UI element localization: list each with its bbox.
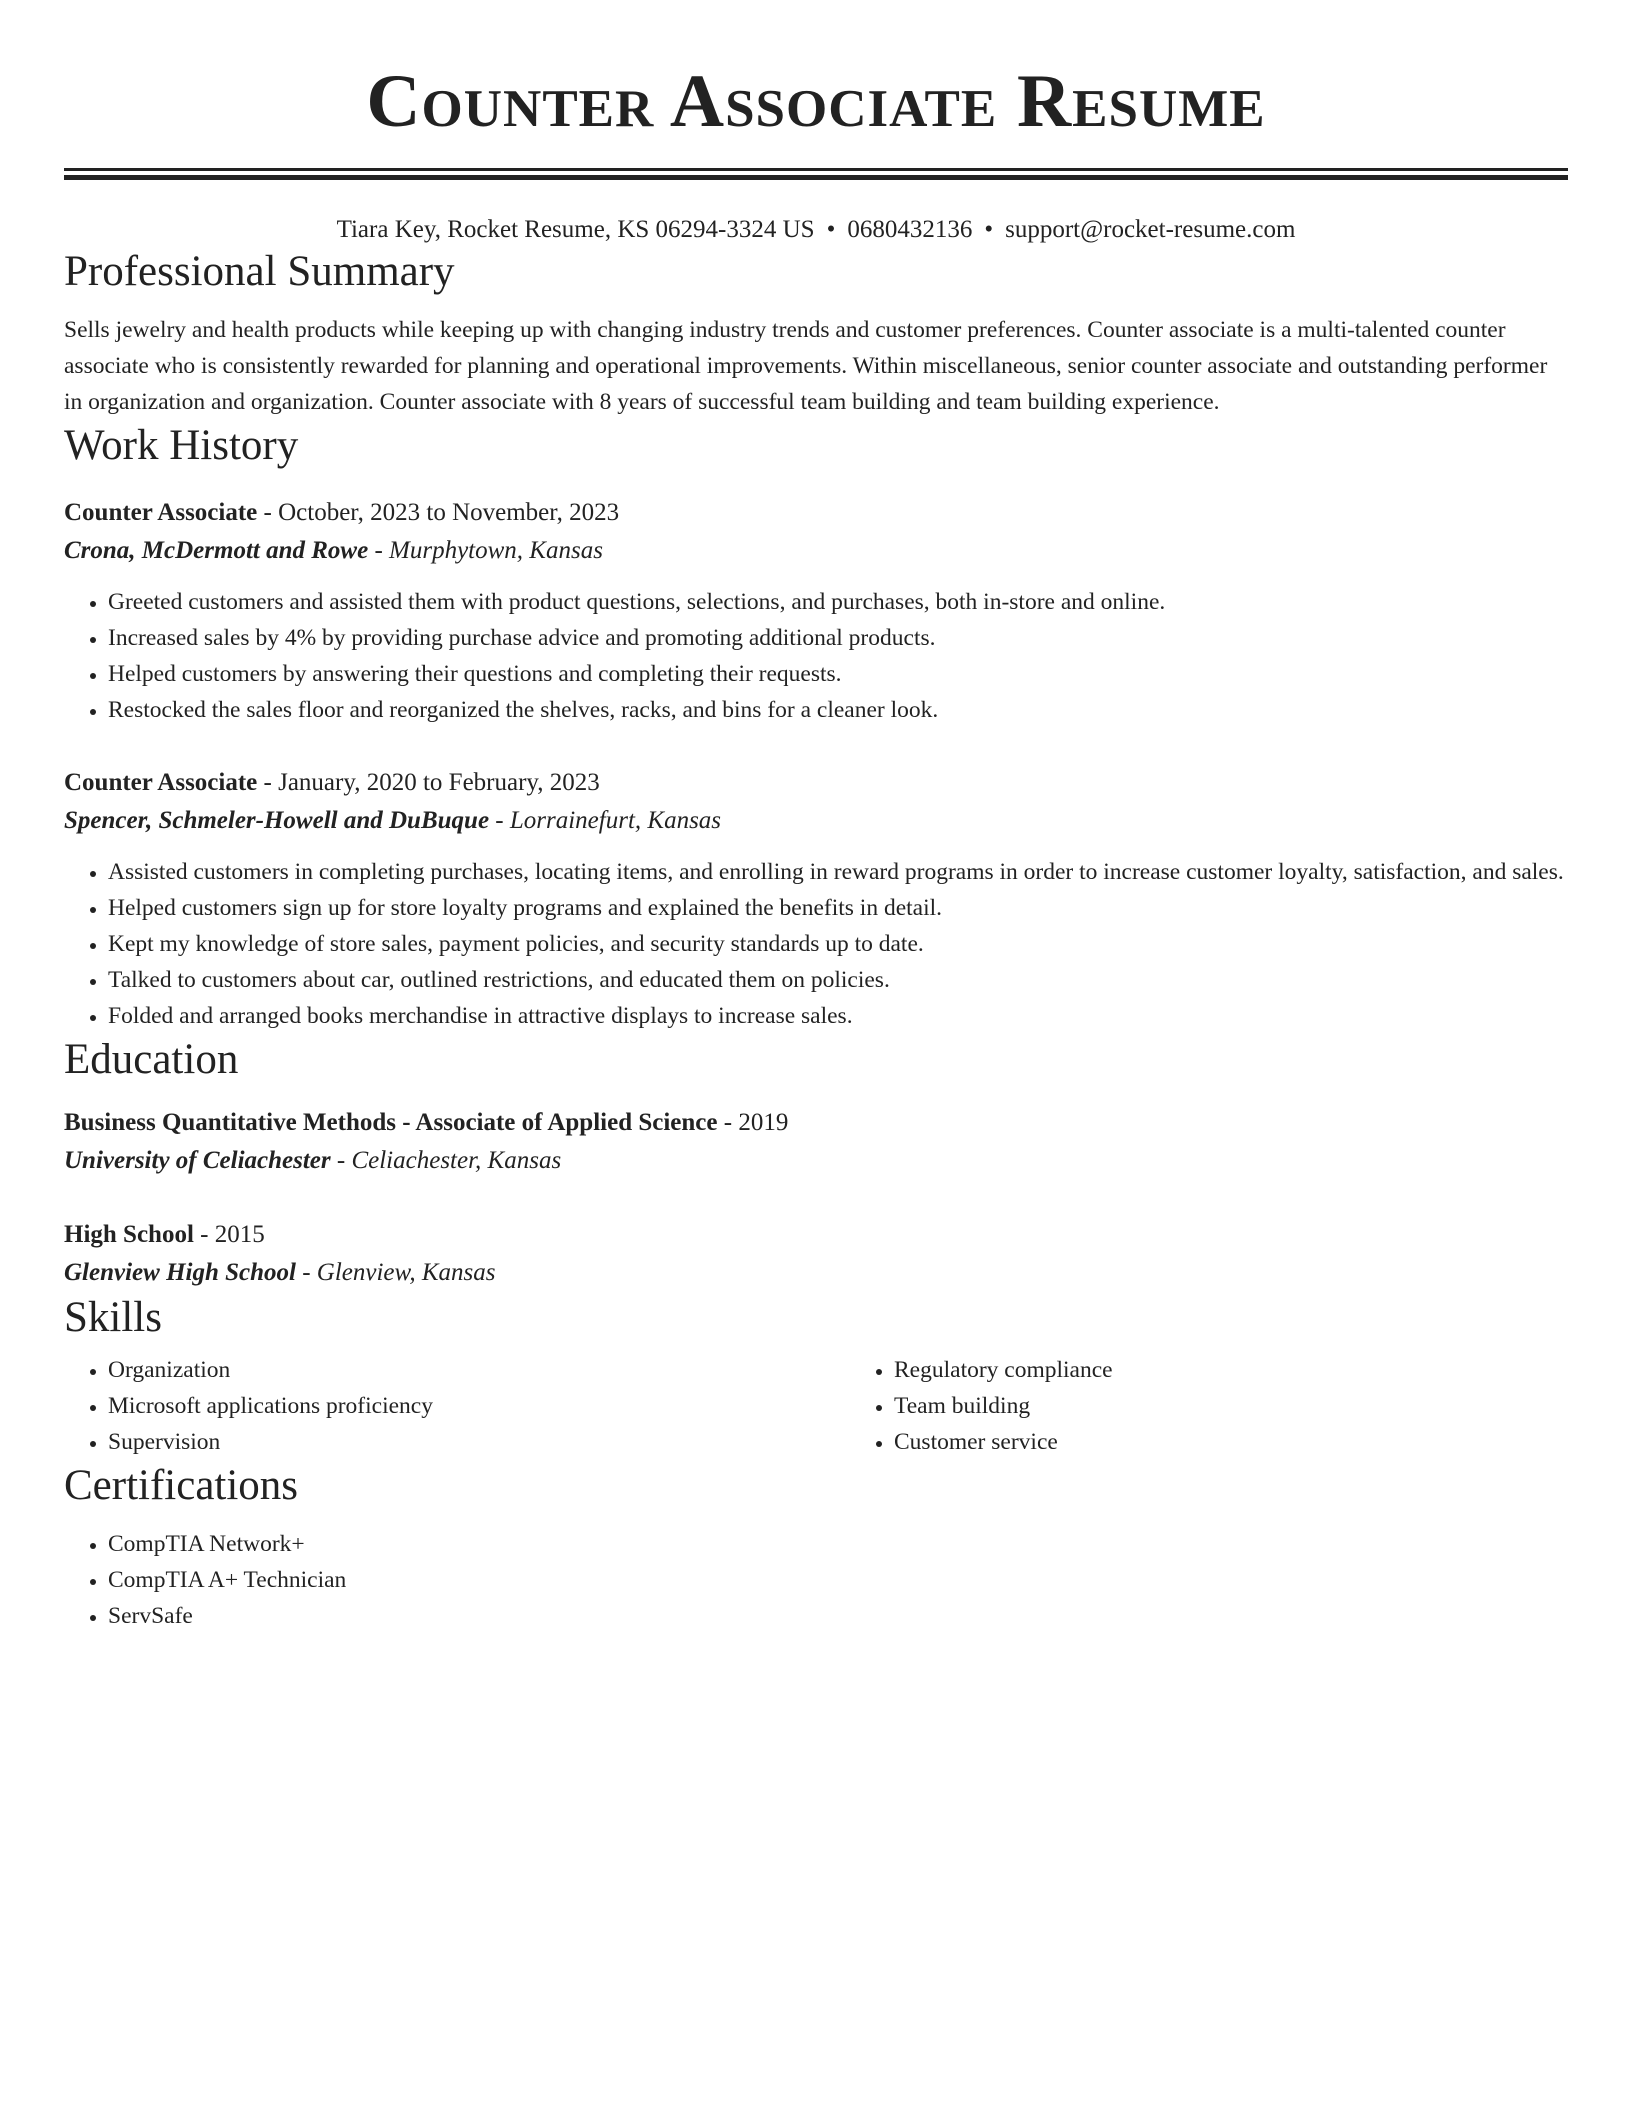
certifications-heading: Certifications [64,1462,299,1509]
job-title-line [64,764,1568,802]
skill-item: • Organization [108,1352,850,1388]
contact-separator: • [984,216,994,243]
contact-address: Tiara Key, Rocket Resume, KS 06294-3324 US [336,216,815,243]
job-title-line [64,494,1568,532]
certification-item: • CompTIA A+ Technician [108,1562,1568,1598]
skill-item: • Team building [894,1388,1568,1424]
degree-name: High School [64,1221,194,1248]
job-title: Counter Associate [64,499,258,526]
skill-item: • Regulatory compliance [894,1352,1568,1388]
summary-text: Sells jewelry and health products while keeping up with changing industry trends and customer preferences. Counter associate is a multi-talented counter associate who is consistently rewarded for planning and operational improvements. Within miscellaneous, senior counter associate and outstanding performer in organization and organization. Counter associate with 8 years of successful team building and team building experience. [64,317,1548,415]
employer-name: Crona, McDermott and Rowe [64,537,369,564]
school-name: Glenview High School [64,1259,296,1286]
employer-location: - Lorrainefurt, Kansas [489,807,722,834]
job-duty: • Assisted customers in completing purchases, locating items, and enrolling in reward programs in order to increase customer loyalty, satisfaction, and sales. [108,854,1568,890]
degree-year: - 2019 [717,1109,789,1136]
skills-list-left [64,1352,850,1460]
education-entry [64,1104,1568,1180]
job-dates: - January, 2020 to February, 2023 [257,769,600,796]
school-line [64,1142,1568,1180]
job-duty: • Kept my knowledge of store sales, payment policies, and security standards up to date. [108,926,1568,962]
employer-name: Spencer, Schmeler-Howell and DuBuque [64,807,490,834]
summary-heading: Professional Summary [64,248,455,295]
job-duty: • Increased sales by 4% by providing purchase advice and promoting additional products. [108,620,1568,656]
title-divider-bottom [64,175,1568,180]
education-entry [64,1216,1568,1292]
job-duties-list [64,854,1568,1034]
degree-name: Business Quantitative Methods - Associate of Applied Science [64,1109,718,1136]
job-duty: • Talked to customers about car, outlined restrictions, and educated them on policies. [108,962,1568,998]
certifications-list [64,1526,1568,1634]
school-location: - Celiachester, Kansas [330,1147,562,1174]
employer-line [64,802,1568,840]
school-line [64,1254,1568,1292]
job-title: Counter Associate [64,769,258,796]
job-duty: • Greeted customers and assisted them with product questions, selections, and purchases, both in-store and online. [108,584,1568,620]
certification-item: • CompTIA Network+ [108,1526,1568,1562]
degree-line [64,1216,1568,1254]
skills-heading: Skills [64,1294,162,1341]
job-duty: • Restocked the sales floor and reorganized the shelves, racks, and bins for a cleaner look. [108,692,1568,728]
skill-item: • Customer service [894,1424,1568,1460]
resume-title: Counter Associate Resume [366,60,1266,143]
job-duty: • Folded and arranged books merchandise in attractive displays to increase sales. [108,998,1568,1034]
job-duties-list [64,584,1568,728]
job-duty: • Helped customers by answering their questions and completing their requests. [108,656,1568,692]
employer-line [64,532,1568,570]
degree-line [64,1104,1568,1142]
title-divider-top [64,168,1568,171]
contact-line [64,214,1568,246]
skills-grid [64,1352,1568,1460]
school-name: University of Celiachester [64,1147,331,1174]
skill-item: • Supervision [108,1424,850,1460]
contact-email: support@rocket-resume.com [1005,216,1296,243]
school-location: - Glenview, Kansas [295,1259,496,1286]
contact-separator: • [826,216,836,243]
job-entry [64,764,1568,1034]
skills-list-right [850,1352,1568,1460]
certification-item: • ServSafe [108,1598,1568,1634]
education-heading: Education [64,1036,239,1083]
skill-item: • Microsoft applications proficiency [108,1388,850,1424]
job-duty: • Helped customers sign up for store loyalty programs and explained the benefits in detail. [108,890,1568,926]
job-dates: - October, 2023 to November, 2023 [257,499,620,526]
degree-year: - 2015 [193,1221,265,1248]
work-history-heading: Work History [64,422,299,469]
employer-location: - Murphytown, Kansas [368,537,603,564]
contact-phone: 0680432136 [847,216,973,243]
job-entry [64,494,1568,728]
